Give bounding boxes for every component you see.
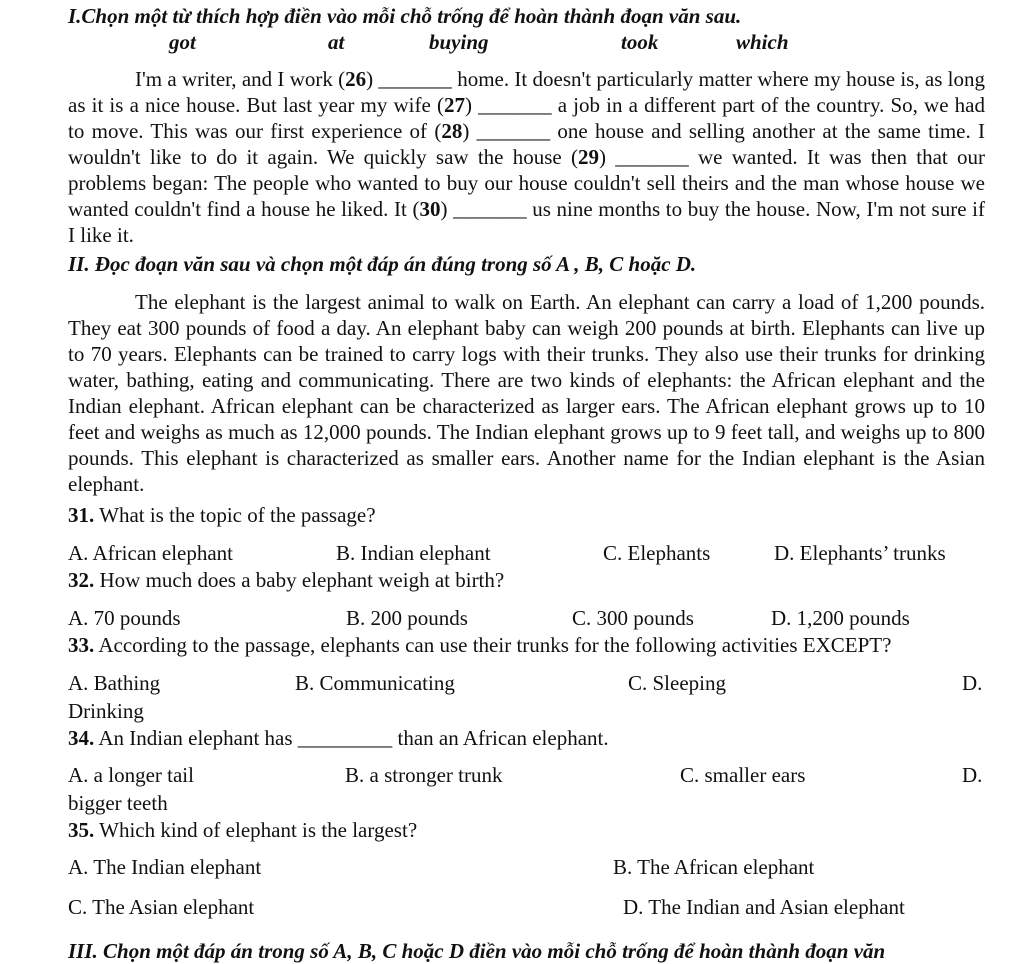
- question-text: How much does a baby elephant weigh at birth?: [94, 568, 505, 592]
- question-33: [68, 632, 985, 658]
- question-number: 33.: [68, 633, 95, 657]
- passage-text: ) _______ us nine months to buy the house. Now, I'm not sure if I like it.: [68, 197, 985, 247]
- blank-number: 27: [443, 93, 465, 117]
- answer-blank: _________: [297, 726, 393, 750]
- option-c[interactable]: C. smaller ears: [680, 763, 806, 787]
- options-35-row1: [68, 854, 985, 880]
- option-d-text[interactable]: Drinking: [68, 699, 144, 723]
- options-33-wrap: [68, 698, 985, 724]
- question-text: According to the passage, elephants can use their trunks for the following activities EXCEPT?: [94, 633, 892, 657]
- option-c[interactable]: C. 300 pounds: [572, 606, 694, 630]
- passage-text: ) _______ we wanted. It was then that our problems began: The people who wanted to buy our house couldn't sell theirs and the man whose house we wanted couldn't find a house he liked. It (: [68, 145, 985, 221]
- reading-passage: The elephant is the largest animal to walk on Earth. An elephant can carry a load of 1,200 pounds. They eat 300 pounds of food a day. An elephant baby can weigh 200 pounds at birth. Elephants can live up to 70 years. Elephants can be trained to carry logs with their trunks. They also use their trunks for drinking water, bathing, eating and communicating. There are two kinds of elephants: the African elephant and the Indian elephant. African elephant can be characterized as larger ears. The African elephant grows up to 10 feet and weighs as much as 12,000 pounds. The Indian elephant grows up to 9 feet tall, and weighs up to 800 pounds. This elephant is characterized as smaller ears. Another name for the Indian elephant is the Asian elephant.: [68, 290, 985, 496]
- word-bank-item: which: [736, 30, 789, 54]
- option-b[interactable]: B. Indian elephant: [336, 541, 491, 565]
- option-a[interactable]: A. The Indian elephant: [68, 855, 262, 879]
- option-a[interactable]: A. 70 pounds: [68, 606, 181, 630]
- option-a[interactable]: A. African elephant: [68, 541, 234, 565]
- cloze-passage: [68, 66, 985, 248]
- options-34: [68, 762, 985, 788]
- blank-number: 29: [577, 145, 599, 169]
- blank-number: 26: [345, 67, 367, 91]
- question-text: than an African elephant.: [392, 726, 609, 750]
- options-34-wrap: [68, 790, 985, 816]
- passage-text: ) _______ a job in a different part of the country. So, we had to move. This was our first experience of (: [68, 93, 985, 143]
- question-number: 32.: [68, 568, 95, 592]
- option-a[interactable]: A. a longer tail: [68, 763, 194, 787]
- option-b[interactable]: B. Communicating: [295, 671, 455, 695]
- option-d-text[interactable]: bigger teeth: [68, 791, 168, 815]
- word-bank-item: got: [169, 30, 196, 54]
- options-32: [68, 605, 985, 631]
- question-number: 34.: [68, 726, 95, 750]
- question-34: [68, 725, 985, 751]
- option-b[interactable]: B. a stronger trunk: [345, 763, 503, 787]
- question-number: 31.: [68, 503, 95, 527]
- option-c[interactable]: C. Elephants: [603, 541, 711, 565]
- word-bank-item: at: [328, 30, 345, 54]
- question-35: [68, 817, 985, 843]
- section-1-heading: I.Chọn một từ thích hợp điền vào mỗi chỗ trống để hoàn thành đoạn văn sau.: [68, 4, 742, 28]
- option-d[interactable]: D.: [962, 763, 983, 787]
- option-d[interactable]: D. The Indian and Asian elephant: [623, 895, 905, 919]
- option-d[interactable]: D. Elephants’ trunks: [774, 541, 946, 565]
- option-b[interactable]: B. 200 pounds: [346, 606, 468, 630]
- option-d[interactable]: D. 1,200 pounds: [771, 606, 910, 630]
- options-33: [68, 670, 985, 696]
- section-3-heading: III. Chọn một đáp án trong số A, B, C hoặc D điền vào mỗi chỗ trống để hoàn thành đoạn văn: [68, 939, 886, 963]
- passage-text: ) _______ home. It doesn't particularly matter where my house is, as long as it is a nice house. But last year my wife (: [68, 67, 985, 117]
- word-bank-item: buying: [429, 30, 489, 54]
- question-31: [68, 502, 985, 528]
- options-31: [68, 540, 985, 566]
- question-number: 35.: [68, 818, 95, 842]
- option-b[interactable]: B. The African elephant: [613, 855, 815, 879]
- option-c[interactable]: C. The Asian elephant: [68, 895, 255, 919]
- question-text: What is the topic of the passage?: [94, 503, 376, 527]
- blank-number: 30: [419, 197, 441, 221]
- option-d[interactable]: D.: [962, 671, 983, 695]
- word-bank: [68, 29, 985, 55]
- question-32: [68, 567, 985, 593]
- blank-number: 28: [441, 119, 463, 143]
- word-bank-item: took: [621, 30, 659, 54]
- option-a[interactable]: A. Bathing: [68, 671, 161, 695]
- passage-text: ) _______ one house and selling another at the same time. I wouldn't like to do it again. We quickly saw the house (: [68, 119, 986, 169]
- passage-text: I'm a writer, and I work (: [135, 67, 346, 91]
- section-2-heading: II. Đọc đoạn văn sau và chọn một đáp án đúng trong số A , B, C hoặc D.: [68, 252, 697, 276]
- options-35-row2: [68, 894, 985, 920]
- question-text: Which kind of elephant is the largest?: [94, 818, 418, 842]
- question-text: An Indian elephant has: [94, 726, 298, 750]
- option-c[interactable]: C. Sleeping: [628, 671, 726, 695]
